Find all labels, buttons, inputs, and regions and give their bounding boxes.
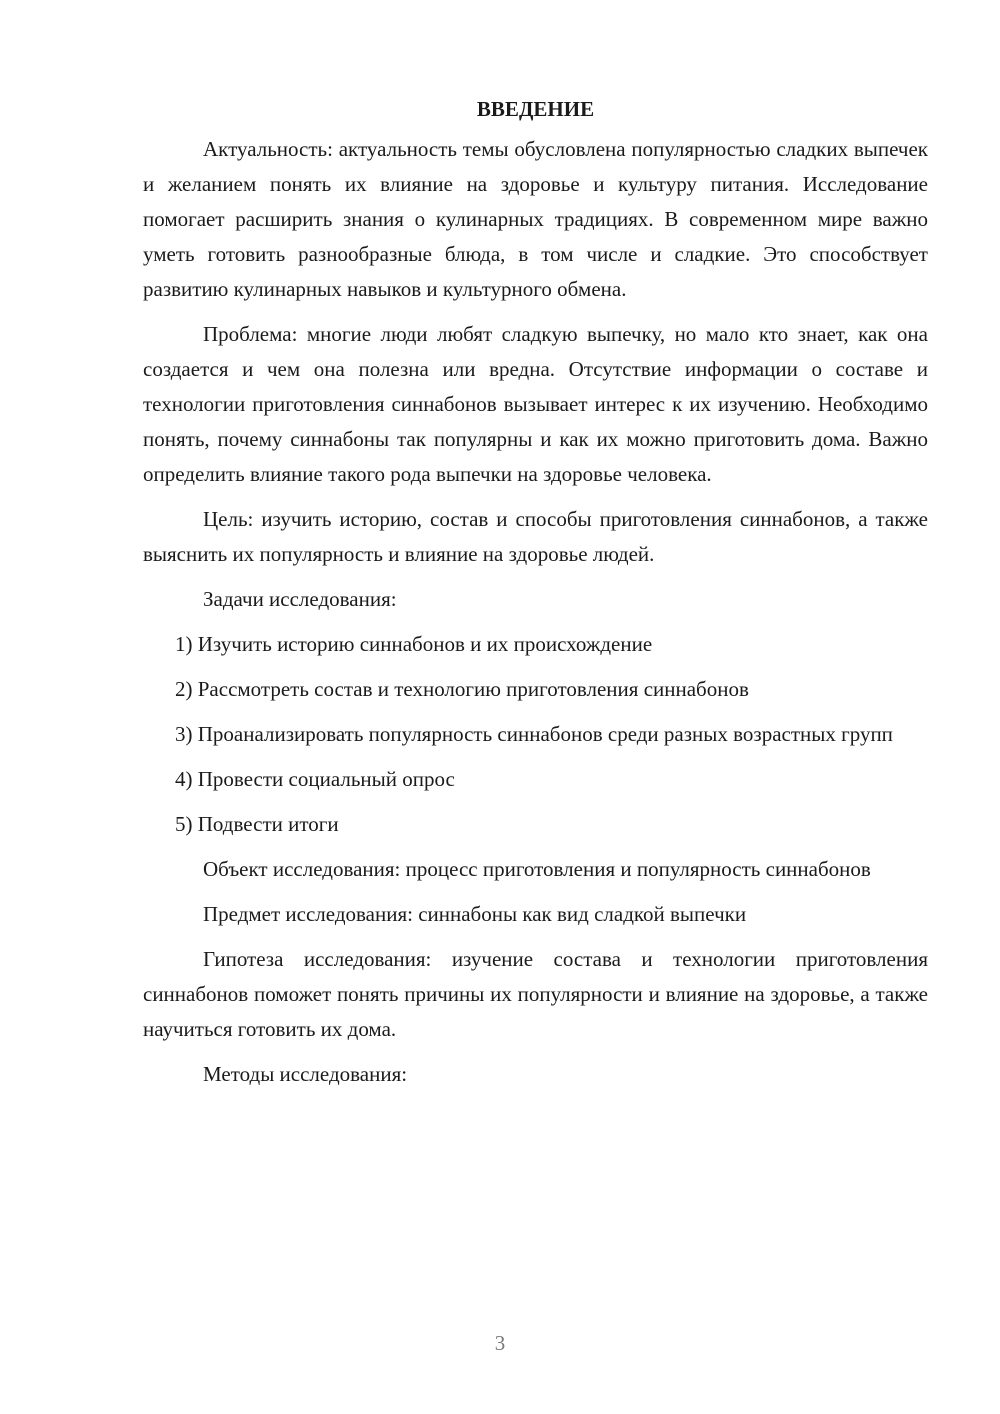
page-number: 3 xyxy=(494,1331,506,1355)
task-item-4: 4) Провести социальный опрос xyxy=(175,767,455,791)
task-item-5: 5) Подвести итоги xyxy=(175,812,339,836)
document-page xyxy=(143,92,928,1102)
object-paragraph: Объект исследования: процесс приготовления и популярность синнабонов xyxy=(203,857,871,881)
relevance-paragraph: Актуальность: актуальность темы обусловлена популярностью сладких выпечек и желанием понять их влияние на здоровье и культуру питания. Исследование помогает расширить знания о кулинарных традициях. В современном мире важно уметь готовить разнообразные блюда, в том числе и сладкие. Это способствует развитию кулинарных навыков и культурного обмена. xyxy=(143,137,928,301)
task-item-2: 2) Рассмотреть состав и технологию приготовления синнабонов xyxy=(175,677,749,701)
goal-paragraph: Цель: изучить историю, состав и способы приготовления синнабонов, а также выяснить их популярность и влияние на здоровье людей. xyxy=(143,507,928,566)
problem-paragraph: Проблема: многие люди любят сладкую выпечку, но мало кто знает, как она создается и чем она полезна или вредна. Отсутствие информации о составе и технологии приготовления синнабонов вызывает интерес к их изучению. Необходимо понять, почему синнабоны так популярны и как их можно приготовить дома. Важно определить влияние такого рода выпечки на здоровье человека. xyxy=(143,322,928,486)
section-title: ВВЕДЕНИЕ xyxy=(476,97,595,121)
methods-heading: Методы исследования: xyxy=(203,1062,408,1086)
hypothesis-paragraph: Гипотеза исследования: изучение состава и технологии приготовления синнабонов поможет понять причины их популярности и влияние на здоровье, а также научиться готовить их дома. xyxy=(143,947,928,1041)
subject-paragraph: Предмет исследования: синнабоны как вид сладкой выпечки xyxy=(203,902,747,926)
task-item-3: 3) Проанализировать популярность синнабонов среди разных возрастных групп xyxy=(175,722,893,746)
tasks-heading: Задачи исследования: xyxy=(203,587,397,611)
task-item-1: 1) Изучить историю синнабонов и их происхождение xyxy=(175,632,653,656)
